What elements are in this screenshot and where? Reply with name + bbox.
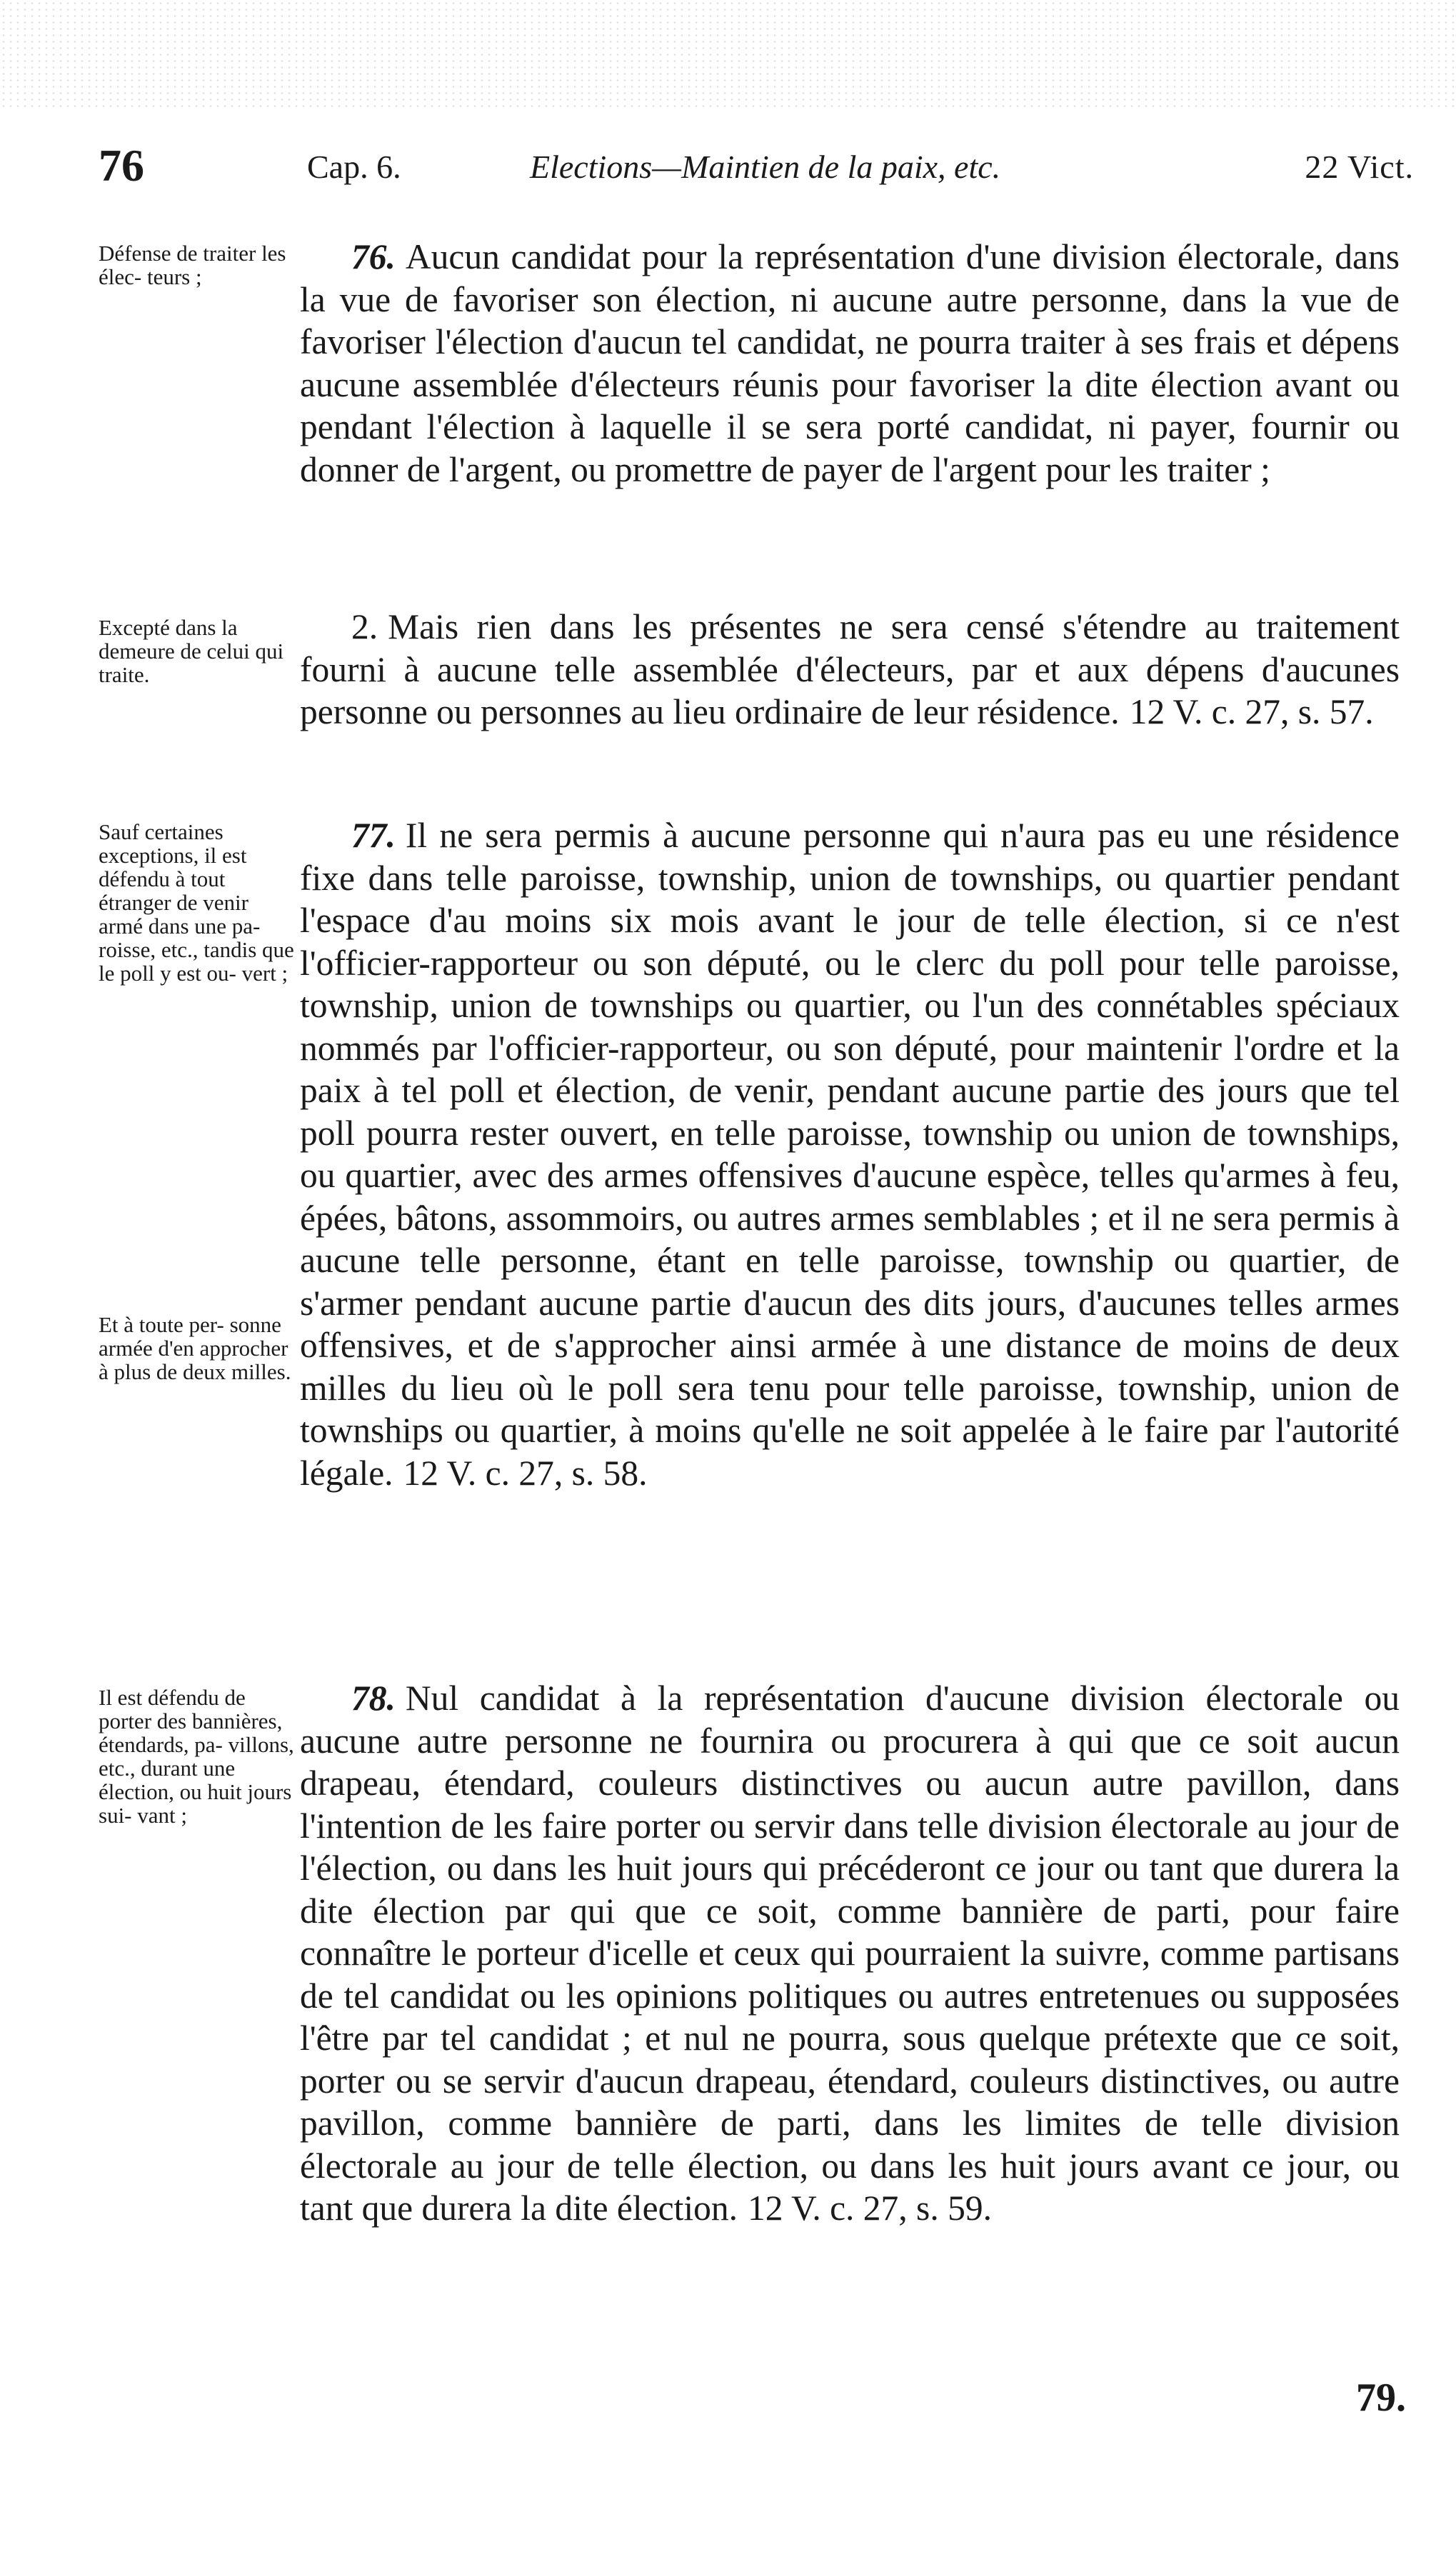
reign-label: 22 Vict. xyxy=(1305,149,1414,185)
running-header xyxy=(93,139,1414,204)
section-text: Il ne sera permis à aucune personne qui n'aura pas eu une résidence fixe dans telle paroisse, township, union de townships, ou quartier pendant l'espace d'au moins six mois avant le jour de telle élection, si ce n'est l'officier-rapporteur ou son député, ou le clerc du poll pour telle paroisse, township, union de townships ou quartier, ou l'un des connétables spéciaux nommés par l'officier-rapporteur, ou son député, pour maintenir l'ordre et la paix à tel poll et élection, de venir, pendant aucune partie des jours que tel poll pourra rester ouvert, en telle paroisse, township ou union de townships, ou quartier, avec des armes offensives d'aucune espèce, telles qu'armes à feu, épées, bâtons, assommoirs, ou autres armes semblables ; et il ne sera permis à aucune telle personne, étant en telle paroisse, township ou quartier, de s'armer pendant aucune partie d'aucun des dits jours, d'aucunes telles armes offensives, et de s'approcher ainsi armée à une distance de moins de deux milles du lieu où le poll sera tenu pour telle paroisse, township, union de townships ou quartier, à moins qu'elle ne soit appelée à le faire par l'autorité légale. xyxy=(300,816,1400,1493)
section-text: Aucun candidat pour la représentation d'une division électorale, dans la vue de favoriser son élection, ni aucune autre personne, dans la vue de favoriser l'élection d'aucun tel candidat, ne pourra traiter à ses frais et dépens aucune assemblée d'électeurs réunis pour favoriser la dite élection avant ou pendant l'élection à laquelle il se sera porté candidat, ni payer, fournir ou donner de l'argent, ou promettre de payer de l'argent pour les traiter ; xyxy=(300,237,1400,489)
margin-note: Il est défendu de porter des bannières, étendards, pa- villons, etc., durant une élection, ou huit jours sui- vant ; xyxy=(99,1685,294,1828)
page-number: 76 xyxy=(99,140,144,191)
section-body xyxy=(300,236,1400,491)
chapter-label: Cap. 6. xyxy=(307,149,401,185)
signature-mark: 79. xyxy=(1356,2376,1406,2420)
citation: 12 V. c. 27, s. 58. xyxy=(403,1453,648,1493)
section-number: 76. xyxy=(351,237,396,276)
section-body xyxy=(300,1677,1400,2230)
page-top-print-noise xyxy=(0,0,1456,107)
section-body xyxy=(300,606,1400,734)
header-title: Elections—Maintien de la paix, etc. xyxy=(530,149,1001,185)
section-text: Mais rien dans les présentes ne sera censé s'étendre au traitement fourni à aucune telle assemblée d'électeurs, par et aux dépens d'aucunes personne ou personnes au lieu ordinaire de leur résidence. xyxy=(300,607,1400,731)
section-text: Nul candidat à la représentation d'aucune division électorale ou aucune autre personne ne fournira ou procurera à qui que ce soit aucun drapeau, étendard, couleurs distinctives ou aucun autre pavillon, dans l'intention de les faire porter ou servir dans telle division électorale au jour de l'élection, ou dans les huit jours qui précéderont ce jour ou tant que durera la dite élection par qui que ce soit, comme bannière de parti, pour faire connaître le porteur d'icelle et ceux qui pourraient la suivre, comme partisans de tel candidat ou les opinions politiques ou autres entretenues ou supposées l'être par tel candidat ; et nul ne pourra, sous quelque prétexte que ce soit, porter ou se servir d'aucun drapeau, étendard, couleurs distinctives, ou autre pavillon, comme bannière de parti, dans les limites de telle division électorale au jour de telle élection, ou dans les huit jours avant ce jour, ou tant que durera la dite élection. xyxy=(300,1678,1400,2228)
section-number: 77. xyxy=(351,816,396,855)
margin-note: Défense de traiter les élec- teurs ; xyxy=(99,241,286,289)
citation: 12 V. c. 27, s. 57. xyxy=(1129,692,1374,731)
margin-note: Excepté dans la demeure de celui qui traite. xyxy=(99,615,284,687)
section-number: 78. xyxy=(351,1678,396,1718)
citation: 12 V. c. 27, s. 59. xyxy=(747,2188,992,2228)
margin-note: Sauf certaines exceptions, il est défendu à tout étranger de venir armé dans une pa- roisse, etc., tandis que le poll y est ou- vert ; xyxy=(99,819,294,986)
section-number: 2. xyxy=(351,607,378,646)
section-body xyxy=(300,814,1400,1494)
margin-note-second: Et à toute per- sonne armée d'en approcher à plus de deux milles. xyxy=(99,1312,291,1384)
